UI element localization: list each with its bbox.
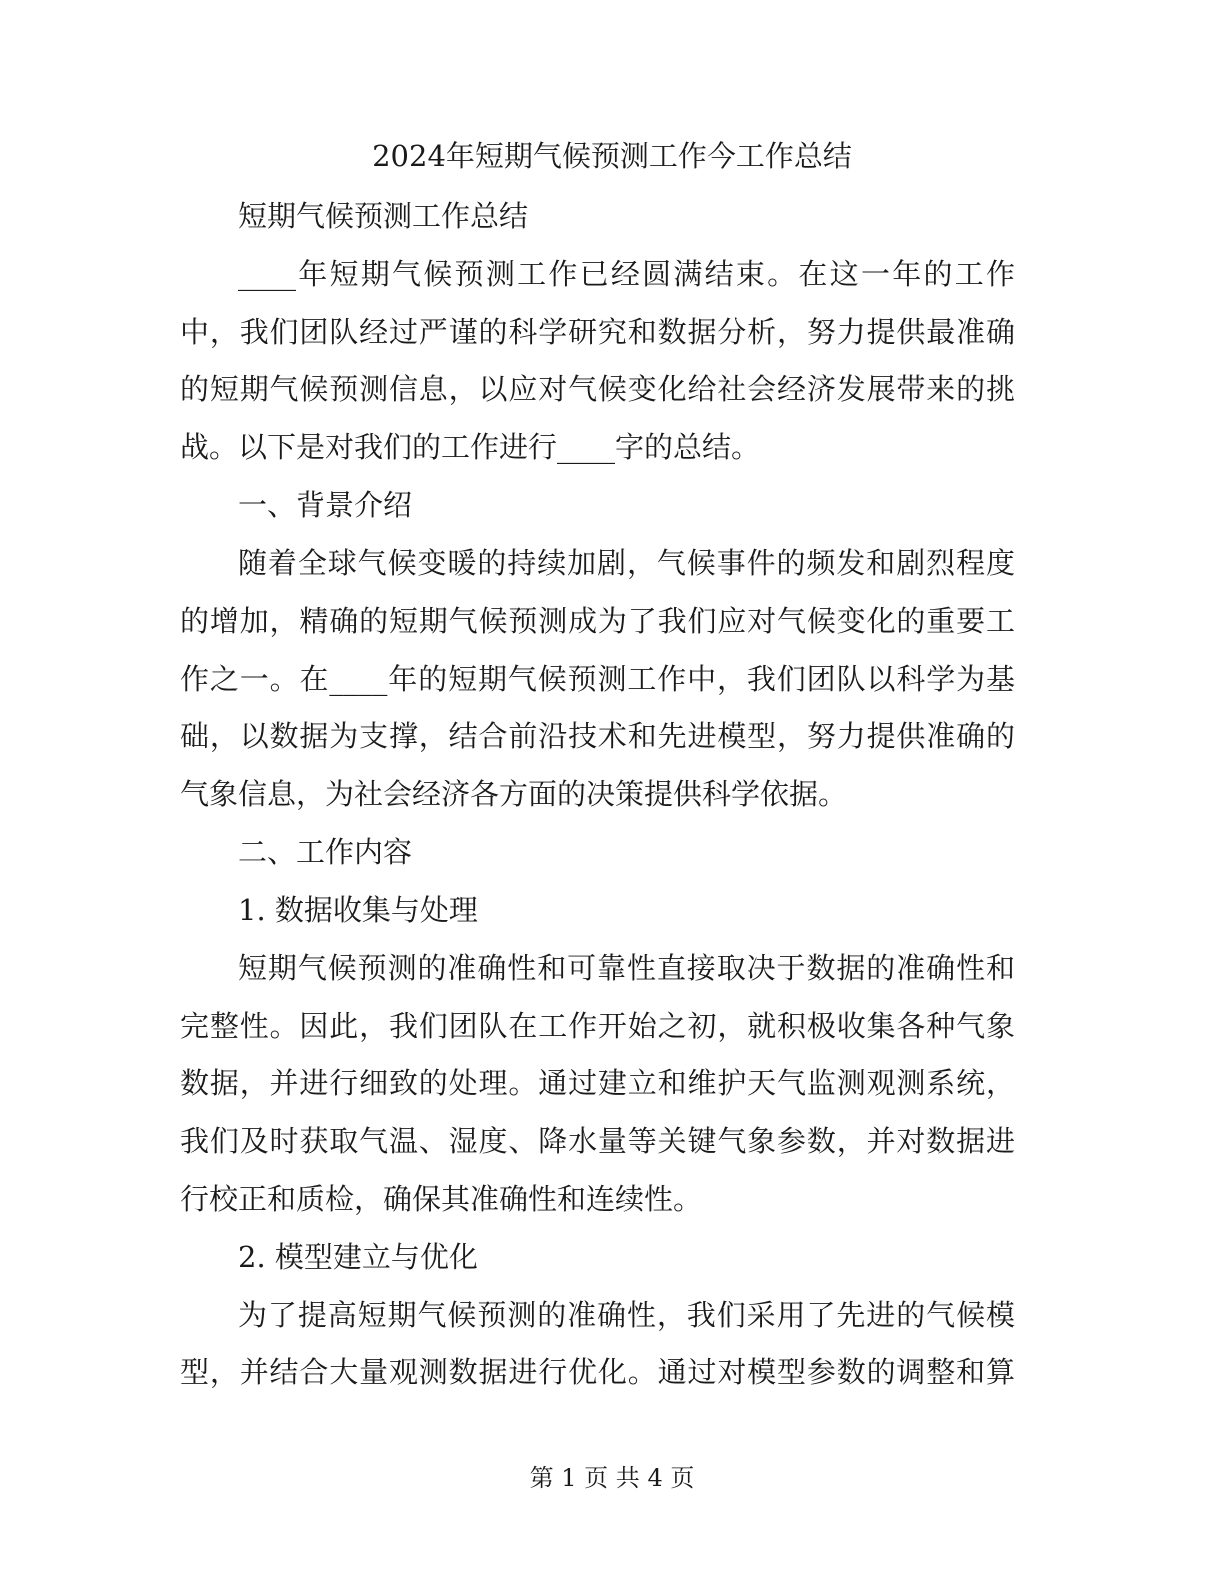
paragraph-line: 础，以数据为支撑，结合前沿技术和先进模型，努力提供准确的 <box>180 719 1015 753</box>
paragraph-line: 行校正和质检，确保其准确性和连续性。 <box>180 1182 703 1216</box>
page-footer: 第 1 页 共 4 页 <box>529 1464 695 1492</box>
subsection-heading: 2. 模型建立与优化 <box>238 1240 478 1274</box>
paragraph-line: 随着全球气候变暖的持续加剧，气候事件的频发和剧烈程度 <box>238 546 1015 580</box>
paragraph-line: 短期气候预测的准确性和可靠性直接取决于数据的准确性和 <box>238 951 1015 985</box>
paragraph-line: 战。以下是对我们的工作进行____字的总结。 <box>180 430 761 464</box>
paragraph-line: 数据，并进行细致的处理。通过建立和维护天气监测观测系统， <box>180 1066 1015 1100</box>
subsection-heading: 1. 数据收集与处理 <box>238 893 478 927</box>
paragraph-line: 的短期气候预测信息，以应对气候变化给社会经济发展带来的挑 <box>180 372 1015 406</box>
paragraph-line: 的增加，精确的短期气候预测成为了我们应对气候变化的重要工 <box>180 604 1015 638</box>
paragraph-line: 气象信息，为社会经济各方面的决策提供科学依据。 <box>180 777 848 811</box>
paragraph-line: 为了提高短期气候预测的准确性，我们采用了先进的气候模 <box>238 1298 1015 1332</box>
section-heading: 一、背景介绍 <box>238 488 413 522</box>
document-title: 2024年短期气候预测工作今工作总结 <box>372 139 852 173</box>
paragraph-line: 型，并结合大量观测数据进行优化。通过对模型参数的调整和算 <box>180 1355 1015 1389</box>
subtitle: 短期气候预测工作总结 <box>238 199 529 233</box>
paragraph-line: 中，我们团队经过严谨的科学研究和数据分析，努力提供最准确 <box>180 315 1015 349</box>
paragraph-line: 我们及时获取气温、湿度、降水量等关键气象参数，并对数据进 <box>180 1124 1015 1158</box>
paragraph-line: 完整性。因此，我们团队在工作开始之初，就积极收集各种气象 <box>180 1009 1015 1043</box>
section-heading: 二、工作内容 <box>238 835 413 869</box>
paragraph-line: 作之一。在____年的短期气候预测工作中，我们团队以科学为基 <box>180 662 1015 696</box>
paragraph-line: ____年短期气候预测工作已经圆满结束。在这一年的工作 <box>238 257 1015 291</box>
